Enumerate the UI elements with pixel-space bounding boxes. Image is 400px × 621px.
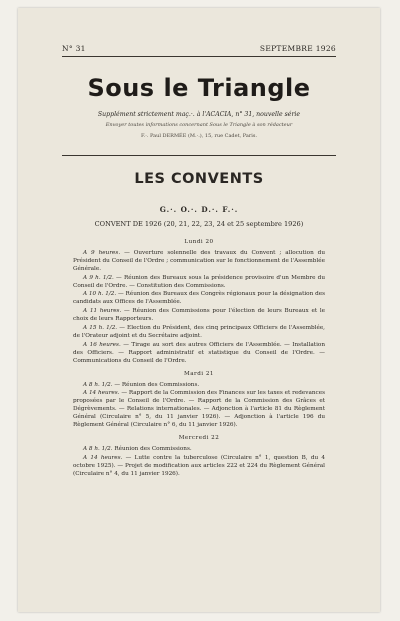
section-title: LES CONVENTS — [134, 171, 264, 187]
schedule-entry — [73, 455, 325, 479]
schedule-entry — [73, 308, 325, 324]
entry-time: A 8 h. 1/2. — [83, 445, 113, 452]
entry-time: A 9 h. 1/2. — [83, 274, 114, 281]
entry-time: A 16 heures. — [83, 341, 121, 348]
entry-text: — Tirage au sort des autres Officiers de l'Assemblée. — Installation des Officiers. — Rapport administratif et statistique du Conseil de l'Ordre. — Communications du Conseil de l'Ordre. — [73, 341, 325, 364]
schedule-entry — [73, 382, 325, 390]
document-page — [18, 8, 380, 612]
schedule-entry — [73, 291, 325, 307]
issue-date: SEPTEMBRE 1926 — [259, 44, 336, 53]
entry-text: — Réunion des Bureaux des Congrès régionaux pour la désignation des candidats aux Offices de l'Assemblée. — [73, 291, 326, 306]
schedule-entry — [73, 390, 325, 430]
schedule-entry — [73, 342, 325, 366]
day-heading: Mercredi 22 — [178, 434, 220, 441]
entry-time: A 14 heures. — [83, 454, 123, 461]
entry-time: A 8 h. 1/2. — [83, 381, 113, 388]
convent-dates: CONVENT DE 1926 (20, 21, 22, 23, 24 et 25 septembre 1926) — [94, 220, 304, 228]
schedule-day-1 — [73, 234, 325, 479]
entry-time: A 9 heures. — [83, 249, 121, 256]
printer-line: F.·. Paul DERMÉE (M.·.), 15, rue Cadet, Paris. — [140, 133, 258, 139]
entry-text: — Ouverture solennelle des travaux du Convent ; allocution du Président du Conseil de l'Ordre ; communication sur le fonctionnement de l'Assemblée Générale. — [73, 249, 325, 272]
schedule-entry — [73, 275, 325, 291]
entry-text: — Election du Président, des cinq principaux Officiers de l'Assemblée, de l'Orateur adjoint et du Secrétaire adjoint. — [73, 325, 325, 339]
entry-time: A 15 h. 1/2. — [83, 325, 118, 332]
entry-time: A 14 heures. — [83, 390, 120, 397]
entry-text: — Lutte contre la tuberculose (Circulaire n° 1, question B, du 4 octobre 1925). — Projet de modification aux articles 222 et 224 du Règlement Général (Circulaire n° 4, du 11 janvier 1926). — [73, 454, 326, 477]
day-heading: Lundi 20 — [184, 239, 214, 245]
entry-text: — Réunion des Bureaux sous la présidence provisoire d'un Membre du Conseil de l'Ordre. — Constitution des Commissions. — [73, 274, 325, 289]
entry-text: — Réunion des Commissions pour l'élection de leurs Bureaux et le choix de leurs Rapporteurs. — [73, 308, 326, 323]
entry-time: A 10 h. 1/2. — [83, 291, 117, 298]
schedule-entry — [73, 325, 325, 341]
entry-text: — Rapport de la Commission des Finances sur les taxes et redevances proposées par le Conseil de l'Ordre. — Rapport de la Commission des Grâces et Dégrèvements. — Relations internationales. — Adjonction à l'article 81 du Règlement Général (Circulaire n° 5, du 11 janvier 1926). — Adjonction à l'article 196 du Règlement Général (Circulaire n° 6, du 11 janvier 1926). — [73, 390, 325, 429]
entry-text: Réunion des Commissions. — [112, 445, 192, 452]
editor-notice: Envoyer toutes informations concernant Sous le Triangle à son rédacteur — [105, 122, 293, 128]
header-divider — [62, 56, 336, 57]
section-subhead: G.·. O.·. D.·. F.·. — [159, 205, 239, 214]
entry-time: A 11 heures. — [83, 308, 122, 315]
issue-number: N° 31 — [62, 44, 86, 53]
schedule-entry — [73, 446, 325, 454]
issue-header — [62, 44, 336, 53]
masthead-subtitle: Supplément strictement maç.·. à l'ACACIA, n° 31, nouvelle série — [97, 111, 301, 118]
schedule-entry — [73, 250, 325, 274]
day-heading: Mardi 21 — [183, 370, 214, 377]
masthead-title: Sous le Triangle — [87, 74, 311, 102]
entry-text: — Réunion des Commissions. — [112, 381, 200, 388]
masthead-divider — [62, 155, 336, 156]
